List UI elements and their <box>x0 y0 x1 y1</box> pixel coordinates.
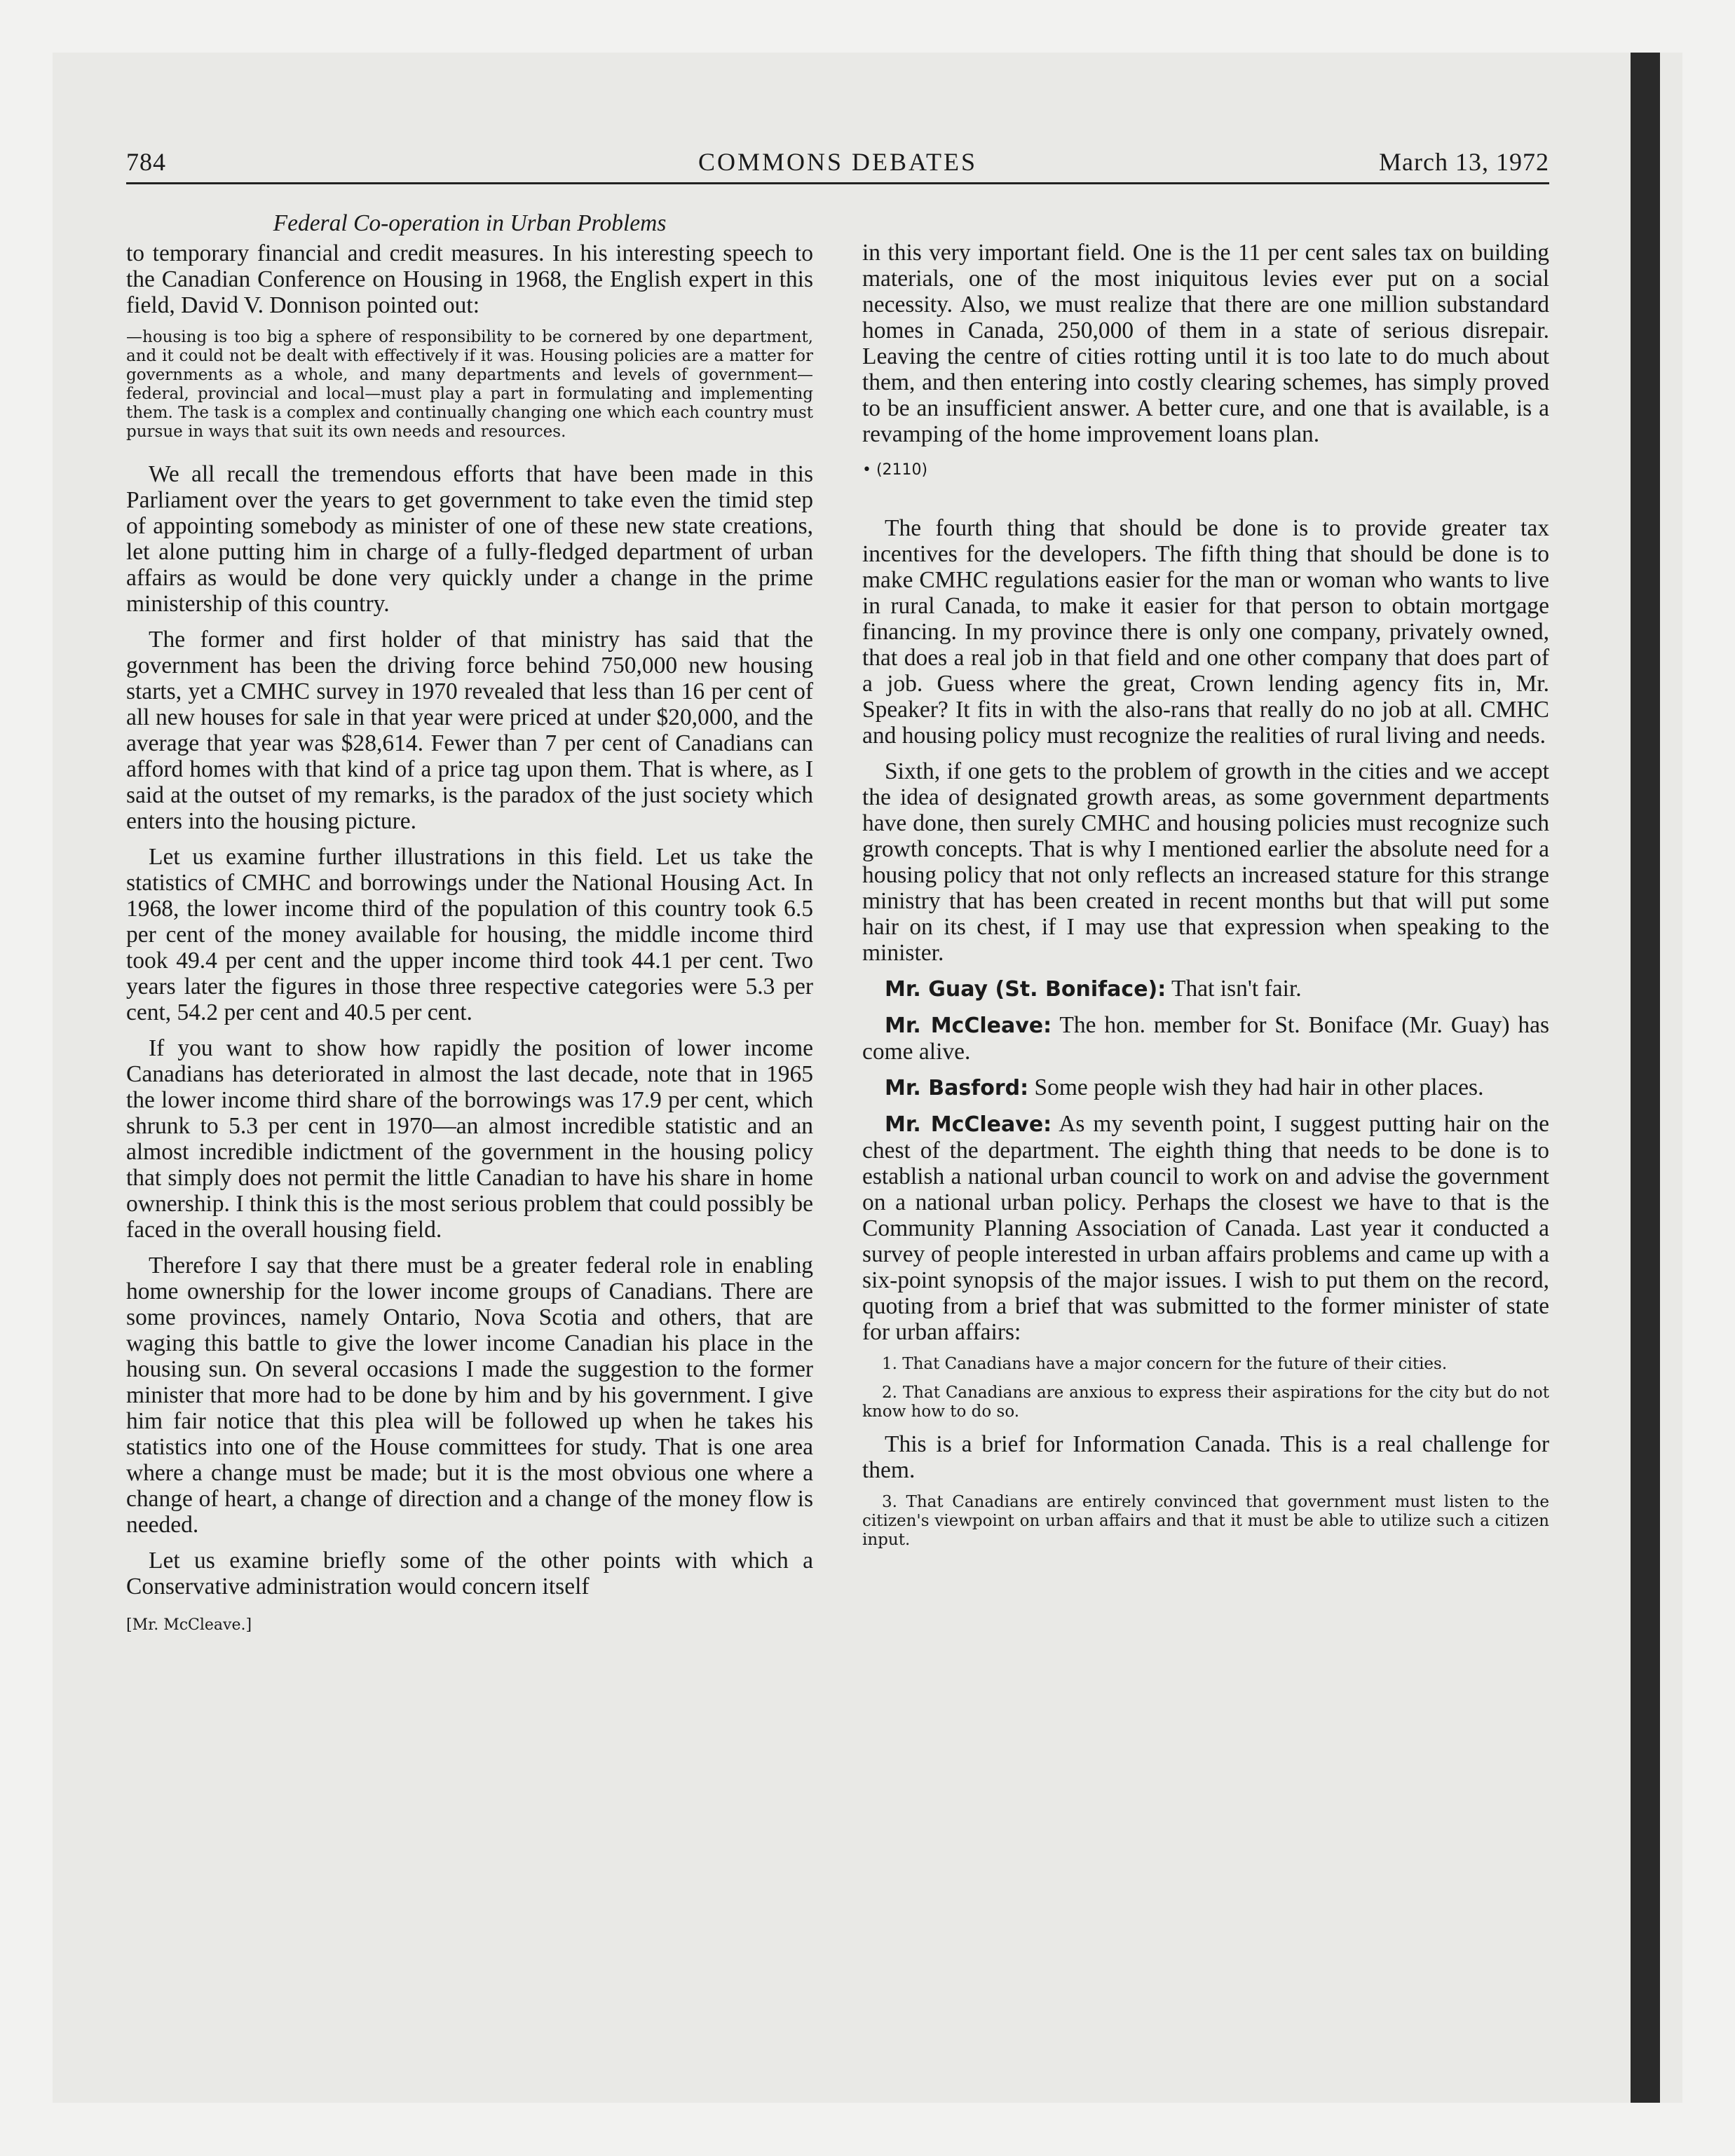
speaker-name: Mr. McCleave: <box>885 1014 1052 1038</box>
paragraph: Therefore I say that there must be a greater federal role in enabling home ownership for the lower income groups of Canadians. There are some provinces, namely Ontario, Nova Scotia and others, that are waging this battle to give the lower income Canadian his place in the housing sun. On several occasions I made the suggestion to the former minister that more had to be done by him and by his government. I give him fair notice that this plea will be followed up when he takes his statistics into one of the House committees for study. That is one area where a change must be made; but it is the most obvious one where a change of heart, a change of direction and a change of the money flow is needed. <box>126 1253 813 1538</box>
paragraph: to temporary financial and credit measures. In his interesting speech to the Canadian Conference on Housing in 1968, the English expert in this field, David V. Donnison pointed out: <box>126 240 813 318</box>
speaker-footnote: [Mr. McCleave.] <box>126 1616 252 1634</box>
block-quote: —housing is too big a sphere of responsibility to be cornered by one department, and it could not be dealt with effectively if it was. Housing policies are a matter for governments as a whole, and many departments and levels of government—federal, provincial and local—must play a part in formulating and implementing them. The task is a complex and continually changing one which each country must pursue in ways that suit its own needs and resources. <box>126 328 813 441</box>
paragraph: We all recall the tremendous efforts that have been made in this Parliament over the years to get government to take even the timid step of appointing somebody as minister of one of these new state creations, let alone putting him in charge of a fully-fledged department of urban affairs as would be done very quickly under a change in the prime ministership of this country. <box>126 461 813 617</box>
issue-date: March 13, 1972 <box>1379 148 1549 176</box>
page-header <box>126 140 1549 184</box>
speaker-name: Mr. McCleave: <box>885 1112 1052 1137</box>
speech-entry <box>862 1111 1549 1345</box>
speaker-name: Mr. Guay (St. Boniface): <box>885 977 1166 1002</box>
paragraph: The former and first holder of that ministry has said that the government has been the driving force behind 750,000 new housing starts, yet a CMHC survey in 1970 revealed that less than 16 per cent of all new houses for sale in that year were priced at under $20,000, and the average that year was $28,614. Fewer than 7 per cent of Canadians can afford homes with that kind of a price tag upon them. That is where, as I said at the outset of my remarks, is the paradox of the just society which enters into the housing picture. <box>126 627 813 834</box>
paragraph: Let us examine further illustrations in this field. Let us take the statistics of CMHC and borrowings under the National Housing Act. In 1968, the lower income third of the population of this country took 6.5 per cent of the money available for housing, the middle income third took 49.4 per cent and the upper income third took 44.1 per cent. Two years later the figures in those three respective categories were 5.3 per cent, 54.2 per cent and 40.5 per cent. <box>126 844 813 1025</box>
publication-title: COMMONS DEBATES <box>698 148 978 176</box>
numbered-quote: 2. That Canadians are anxious to express their aspirations for the city but do not know how to do so. <box>862 1384 1549 1421</box>
paragraph: The fourth thing that should be done is to provide greater tax incentives for the developers. The fifth thing that should be done is to make CMHC regulations easier for the man or woman who wants to live in rural Canada, to make it easier for that person to obtain mortgage financing. In my province there is only one company, privately owned, that does a real job in that field and one other company that does part of a job. Guess where the great, Crown lending agency fits in, Mr. Speaker? It fits in with the also-rans that really do no job at all. CMHC and housing policy must recognize the realities of rural living and needs. <box>862 515 1549 749</box>
speech-entry <box>862 976 1549 1002</box>
speech-text: Some people wish they had hair in other places. <box>1028 1074 1484 1100</box>
paragraph: This is a brief for Information Canada. This is a real challenge for them. <box>862 1431 1549 1483</box>
speech-entry <box>862 1012 1549 1065</box>
numbered-quote: 3. That Canadians are entirely convinced that government must listen to the citizen's viewpoint on urban affairs and that it must be able to utilize such a citizen input. <box>862 1493 1549 1549</box>
paragraph: If you want to show how rapidly the position of lower income Canadians has deteriorated in almost the last decade, note that in 1965 the lower income third share of the borrowings was 17.9 per cent, which shrunk to 5.3 per cent in 1970—an almost incredible statistic and an almost incredible indictment of the government in the housing policy that simply does not permit the little Canadian to have his share in home ownership. I think this is the most serious problem that could possibly be faced in the overall housing field. <box>126 1035 813 1243</box>
numbered-quote: 1. That Canadians have a major concern for the future of their cities. <box>882 1355 1448 1373</box>
paragraph: Let us examine briefly some of the other points with which a Conservative administration would concern itself <box>126 1548 813 1599</box>
speaker-name: Mr. Basford: <box>885 1076 1029 1100</box>
running-subhead: Federal Co-operation in Urban Problems <box>273 210 667 236</box>
speech-text: The hon. member for St. Boniface (Mr. Guay) has come alive. <box>862 1012 1549 1065</box>
speech-text: As my seventh point, I suggest putting hair on the chest of the department. The eighth thing that needs to be done is to establish a national urban council to work on and advise the government on a national urban policy. Perhaps the closest we have to that is the Community Planning Association of Canada. Last year it conducted a survey of people interested in urban affairs problems and came up with a six-point synopsis of the major issues. I wish to put them on the record, quoting from a brief that was submitted to the former minister of state for urban affairs: <box>862 1111 1549 1345</box>
page-number: 784 <box>126 148 166 176</box>
time-marker: • (2110) <box>862 461 928 479</box>
speech-entry <box>862 1074 1549 1101</box>
scan-edge-shadow <box>1631 53 1660 2103</box>
paragraph: in this very important field. One is the 11 per cent sales tax on building materials, one of the most iniquitous levies ever put on a social necessity. Also, we must realize that there are one million substandard homes in Canada, 250,000 of them in a state of serious disrepair. Leaving the centre of cities rotting until it is too late to do much about them, and then entering into costly clearing schemes, has simply proved to be an insufficient answer. A better cure, and one that is available, is a revamping of the home improvement loans plan. <box>862 240 1549 447</box>
right-column <box>862 240 1549 1560</box>
paragraph: Sixth, if one gets to the problem of growth in the cities and we accept the idea of designated growth areas, as some government departments have done, then surely CMHC and housing policies must recognize such growth concepts. That is why I mentioned earlier the absolute need for a housing policy that not only reflects an increased stature for this strange ministry that has been created in recent months but that will put some hair on its chest, if I may use that expression when speaking to the minister. <box>862 758 1549 966</box>
speech-text: That isn't fair. <box>1166 976 1302 1002</box>
left-column <box>126 210 813 1638</box>
